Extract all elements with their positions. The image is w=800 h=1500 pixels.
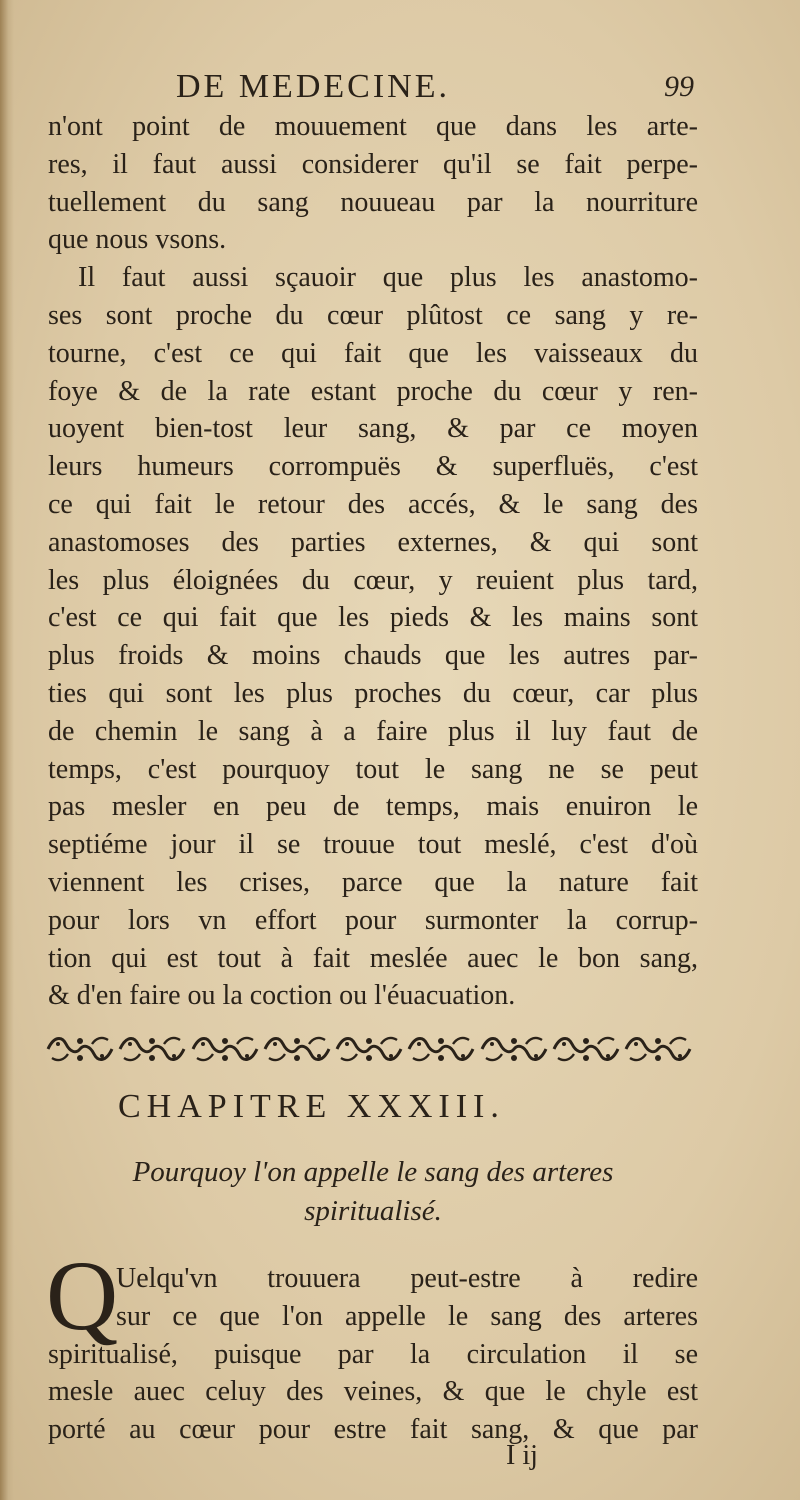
text-line: plus froids & moins chauds que les autres par- [48, 640, 698, 672]
text-line: ses sont proche du cœur plûtost ce sang y re- [48, 299, 698, 331]
text-line: mesle auec celuy des veines, & que le chyle est [48, 1376, 698, 1408]
text-line: leurs humeurs corrompuës & superfluës, c'est [48, 451, 698, 483]
text-line: ties qui sont les plus proches du cœur, car plus [48, 677, 698, 709]
page-header [48, 68, 698, 112]
ornament-icon [191, 1032, 259, 1066]
text-line: les plus éloignées du cœur, y reuient plus tard, [48, 564, 698, 596]
ornament-icon [480, 1032, 548, 1066]
ornament-icon [46, 1032, 114, 1066]
text-line: pas mesler en peu de temps, mais enuiron le [48, 791, 698, 823]
ornament-icon [263, 1032, 331, 1066]
text-line: de chemin le sang à a faire plus il luy faut de [48, 715, 698, 747]
running-title: DE MEDECINE. [176, 68, 450, 105]
text-line: Uelqu'vn trouuera peut-estre à redire [116, 1263, 698, 1294]
ornament-icon [118, 1032, 186, 1066]
text-line: n'ont point de mouuement que dans les arte- [48, 111, 698, 142]
text-line: ce qui fait le retour des accés, & le sang des [48, 488, 698, 520]
text-line: c'est ce qui fait que les pieds & les mains sont [48, 602, 698, 634]
drop-cap: Q [46, 1240, 119, 1351]
text-line: pour lors vn effort pour surmonter la corrup- [48, 904, 698, 936]
signature-mark: I ij [506, 1440, 538, 1471]
page-number: 99 [664, 70, 694, 103]
text-line: foye & de la rate estant proche du cœur y ren- [48, 375, 698, 407]
text-line: temps, c'est pourquoy tout le sang ne se peut [48, 753, 698, 785]
chapter-text [48, 1260, 698, 1449]
chapter-title: CHAPITRE XXXIII. [118, 1088, 505, 1125]
ornament-icon [335, 1032, 403, 1066]
ornament-icon [552, 1032, 620, 1066]
text-line: que nous vsons. [48, 224, 227, 256]
text-line: uoyent bien-tost leur sang, & par ce moyen [48, 413, 698, 445]
text-line: tion qui est tout à fait meslée auec le bon sang, [48, 942, 698, 974]
text-line: anastomoses des parties externes, & qui sont [48, 526, 698, 558]
ornament-divider [46, 1030, 692, 1068]
text-line: porté au cœur pour estre fait sang, & que par [48, 1414, 698, 1446]
page-edge [0, 0, 14, 1500]
text-line: Il faut aussi sçauoir que plus les anastomo- [78, 262, 698, 294]
text-line: tourne, c'est ce qui fait que les vaisseaux du [48, 337, 698, 369]
ornament-icon [624, 1032, 692, 1066]
text-line: tuellement du sang nouueau par la nourriture [48, 186, 698, 218]
text-line: viennent les crises, parce que la nature fait [48, 866, 698, 898]
ornament-icon [407, 1032, 475, 1066]
text-line: res, il faut aussi considerer qu'il se fait perpe- [48, 148, 698, 180]
text-line: septiéme jour il se trouue tout meslé, c'est d'où [48, 829, 698, 861]
text-line: sur ce que l'on appelle le sang des arteres [116, 1300, 698, 1332]
text-line: & d'en faire ou la coction ou l'éuacuation. [48, 980, 516, 1012]
chapter-subtitle: Pourquoy l'on appelle le sang des arteres [132, 1156, 614, 1188]
chapter-subtitle: spiritualisé. [304, 1195, 442, 1227]
text-line: spiritualisé, puisque par la circulation il se [48, 1338, 698, 1370]
main-text [48, 108, 698, 1015]
